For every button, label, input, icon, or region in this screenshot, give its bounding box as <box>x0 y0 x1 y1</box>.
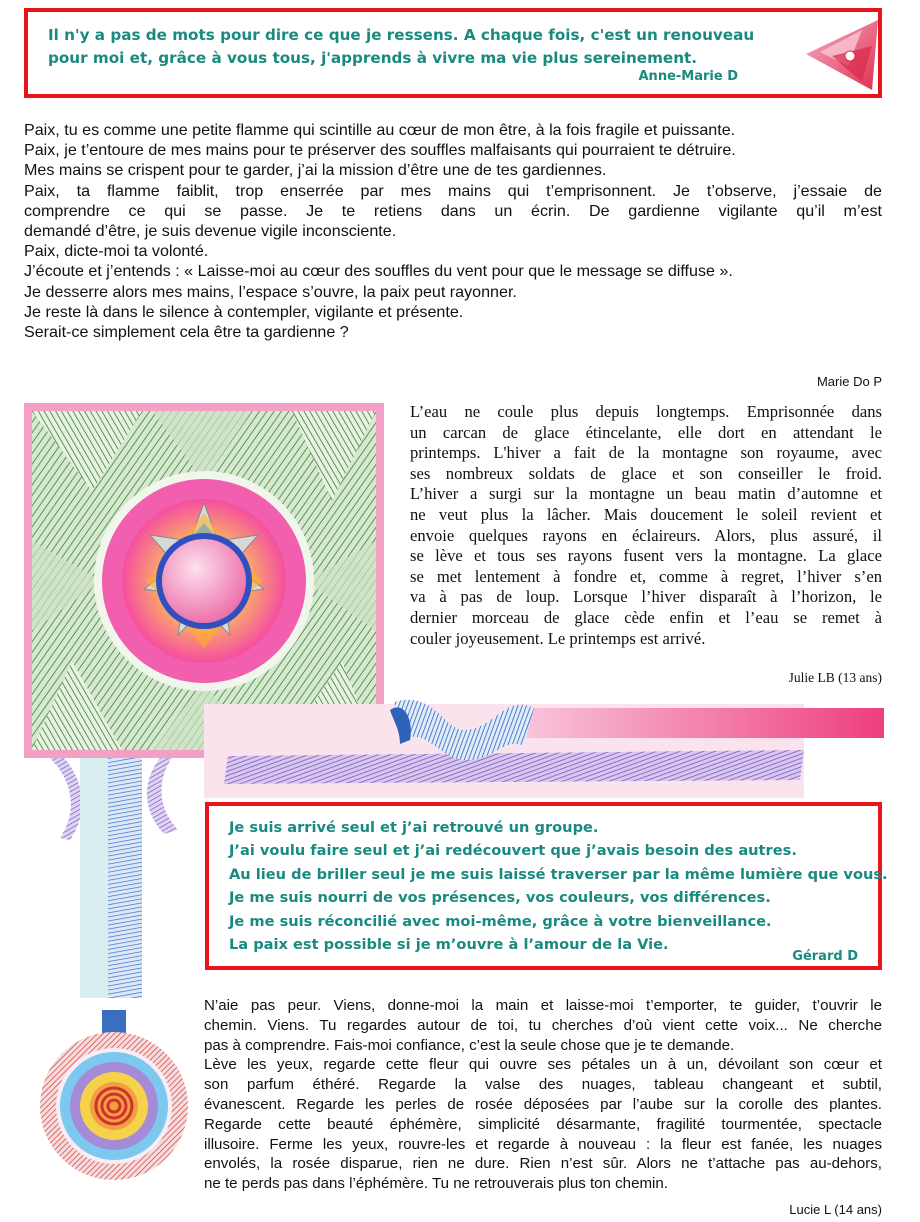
story-hiver <box>410 402 882 649</box>
quote-line: Il n'y a pas de mots pour dire ce que je ressens. A chaque fois, c'est un renouveau <box>48 26 755 44</box>
quote-top-author: Anne-Marie D <box>638 69 738 84</box>
poem-line: Serait-ce simplement cela être ta gardienne ? <box>24 323 349 342</box>
rosette-petals <box>60 1052 168 1160</box>
quote-box-top <box>24 8 882 98</box>
pink-triangle-decoration <box>802 16 880 92</box>
story-line: se lève et tous ses rayons fusent vers la montagne. La glace <box>410 546 882 566</box>
poem-line: J’écoute et j’entends : « Laisse-moi au cœur des souffles du vent pour que le message se diffuse ». <box>24 262 733 281</box>
story-line: chemin. Viens. Tu regardes autour de toi, tu cherches d’où vient cette voix... Ne cherche <box>204 1016 882 1034</box>
quote-line: Je me suis nourri de vos présences, vos couleurs, vos différences. <box>229 889 771 907</box>
story-line: se met lentement à fondre et, comme à regret, l’hiver s’en <box>410 566 882 586</box>
story-line: N’aie pas peur. Viens, donne-moi la main et laisse-moi t’emporter, te guider, t’ouvrir le <box>204 997 882 1014</box>
poem-line: Paix, ta flamme faiblit, trop enserrée par mes mains qui t’emprisonnent. Je t’observe, j’essaie de <box>24 181 882 200</box>
story-line: Lève les yeux, regarde cette fleur qui ouvre ses pétales un à un, dévoilant son cœur et <box>204 1056 882 1074</box>
poem-line: Paix, tu es comme une petite flamme qui scintille au cœur de mon être, à la fois fragile et puissante. <box>24 121 736 139</box>
poem-paix <box>24 120 882 342</box>
poem-line: Je reste là dans le silence à contempler, vigilante et présente. <box>24 302 464 321</box>
quote-top-text <box>48 24 754 70</box>
quote-gerard-author: Gérard D <box>792 949 858 964</box>
poem-line: Je desserre alors mes mains, l’espace s’ouvre, la paix peut rayonner. <box>24 282 517 301</box>
poem-line: Paix, je t’entoure de mes mains pour te préserver des souffles malfaisants qui pourraient te détruire. <box>24 141 736 160</box>
poem-line: demandé d’être, je suis devenue vigile inconsciente. <box>24 222 397 241</box>
poem-author: Marie Do P <box>816 374 882 389</box>
story-line: un carcan de glace étincelante, elle dort en attendant le <box>410 422 882 442</box>
story-line: ne veut plus la lâcher. Mais doucement le soleil revient et <box>410 504 882 524</box>
story-line: ne te perds pas dans l’éphémère. Tu ne retrouverais plus ton chemin. <box>204 1175 668 1193</box>
quote-line: J’ai voulu faire seul et j’ai redécouvert que j’avais besoin des autres. <box>229 842 797 860</box>
story-lucie <box>204 996 882 1194</box>
quote-line: La paix est possible si je m’ouvre à l’amour de la Vie. <box>229 936 669 954</box>
story-line: envoie quelques rayons en éclaireurs. Alors, plus assuré, il <box>410 525 882 545</box>
quote-line: Au lieu de briller seul je me suis laissé traverser par la même lumière que vous. <box>229 865 888 883</box>
story-line: ses nombreux soldats de glace et son conseiller le froid. <box>410 463 882 483</box>
poem-line: comprendre ce qui se passe. Je te retiens dans un écrin. De gardienne vigilante qu’il m’est <box>24 201 882 220</box>
story-line: envolés, la rosée disparue, rien ne dure. Rien n’est sûr. Alors ne t’attache pas au-dehors, <box>204 1155 882 1173</box>
vertical-ribbon-decoration <box>40 758 190 998</box>
quote-line: pour moi et, grâce à vous tous, j'apprends à vivre ma vie plus sereinement. <box>48 49 698 67</box>
story-line: couler joyeusement. Le printemps est arrivé. <box>410 628 706 648</box>
story-line: pas à comprendre. Fais-moi confiance, c’est la seule chose que je te demande. <box>204 1036 735 1054</box>
rosette-illustration <box>30 1010 198 1180</box>
quote-gerard-text <box>229 816 888 956</box>
story-hiver-author: Julie LB (13 ans) <box>788 670 882 685</box>
story-line: illusoire. Ferme les yeux, rouvre-les et regarde à nouveau : la fleur est fanée, les nuages <box>204 1135 882 1153</box>
story-lucie-author: Lucie L (14 ans) <box>789 1202 882 1217</box>
ribbon-decoration <box>204 690 888 802</box>
story-line: printemps. L'hiver a fait de la montagne son royaume, avec <box>410 443 882 463</box>
quote-box-gerard <box>205 802 888 970</box>
poem-line: Mes mains se crispent pour te garder, j’ai la mission d’être une de tes gardiennes. <box>24 161 607 180</box>
story-line: évanescent. Regarde les perles de rosée déposées par l’aube sur la corolle des plantes. <box>204 1095 882 1113</box>
story-line: son parfum éthéré. Regarde la valse des nuages, tableau changeant et subtil, <box>204 1076 882 1094</box>
story-line: Regarde cette beauté éphémère, simplicité désarmante, fragilité tourmentée, spectacle <box>204 1115 882 1133</box>
quote-line: Je me suis réconcilié avec moi-même, grâce à votre bienveillance. <box>229 912 772 930</box>
quote-line: Je suis arrivé seul et j’ai retrouvé un groupe. <box>229 819 599 836</box>
poem-line: Paix, dicte-moi ta volonté. <box>24 242 209 261</box>
story-line: dernier morceau de glace cède enfin et l’eau se remet à <box>410 607 882 627</box>
story-line: va à pas de loup. Lorsque l’hiver disparaît à l’horizon, le <box>410 587 882 607</box>
story-line: L’eau ne coule plus depuis longtemps. Emprisonnée dans <box>410 402 882 421</box>
story-line: L’hiver a surgi sur la montagne un beau matin d’automne et <box>410 484 882 504</box>
